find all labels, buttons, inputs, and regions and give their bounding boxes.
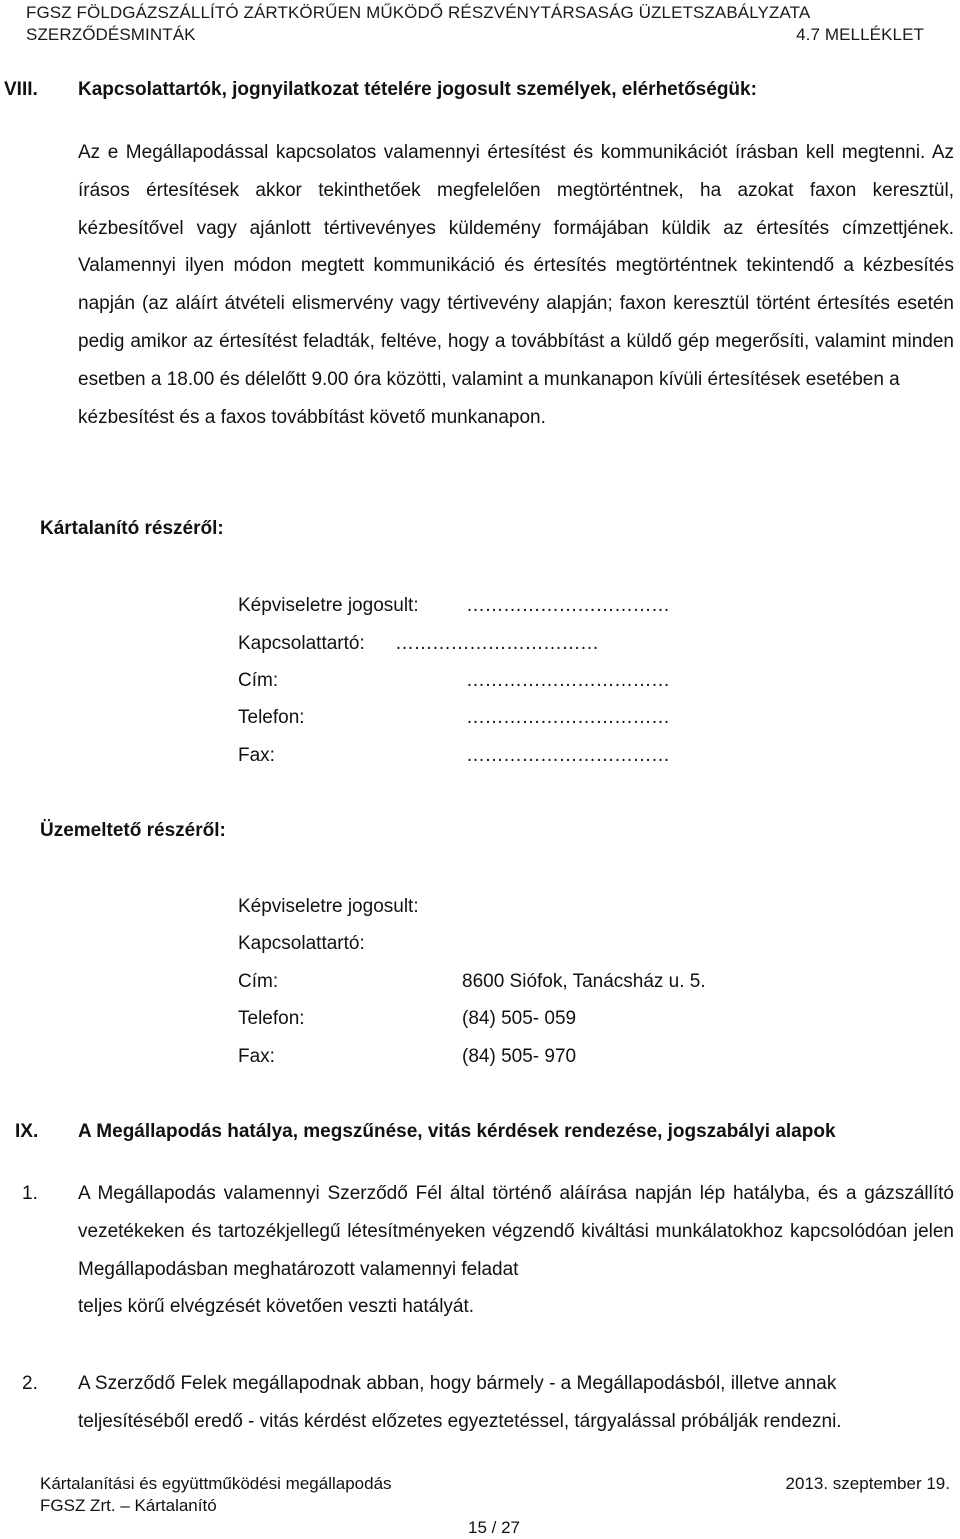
kartalanito-fax-label: Fax: [238,745,275,766]
footer-doc-title: Kártalanítási és együttműködési megállapodás [40,1474,392,1493]
item-2-number: 2. [22,1373,38,1394]
item-1-body: A Megállapodás valamennyi Szerződő Fél által történő aláírása napján lép hatályba, és a gázszállító vezetékeken és tartozékjellegű létesítményeken végzendő kiváltási munkálatokhoz kapcsolódóan jelen Megállapodásban meghatározott valamennyi feladat [78,1183,954,1280]
item-2-text [78,1365,954,1441]
item-1-text [78,1175,954,1326]
section-viii-paragraph [78,134,954,436]
uzemelteto-phone-label: Telefon: [238,1008,305,1029]
kartalanito-contact-value: …………………………… [395,633,599,654]
section-viii-paragraph-body: Az e Megállapodással kapcsolatos valamennyi értesítést és kommunikációt írásban kell megtenni. Az írásos értesítések akkor tekinthetőek megfelelően megtörténtnek, ha azokat faxon keresztül, kézbesítővel vagy ajánlott tértivevényes küldemény formájában küldik az értesítés címzettjének. Valamennyi ilyen módon megtett kommunikáció és értesítés megtörténtnek tekintendő a kézbesítés napján (az aláírt átvételi elismervény vagy tértivevény alapján; faxon keresztül történt értesítés esetén pedig amikor az értesítést feladták, feltéve, hogy a továbbítást a küldő gép megerősíti, valamint minden esetben a 18.00 és délelőtt 9.00 óra közötti, valamint a munkanapon kívüli értesítések esetében a [78,142,954,390]
item-1-number: 1. [22,1183,38,1204]
uzemelteto-fax-value: (84) 505- 970 [462,1046,577,1067]
kartalanito-address-label: Cím: [238,670,279,691]
uzemelteto-heading: Üzemeltető részéről: [40,820,226,841]
header-company-title: FGSZ FÖLDGÁZSZÁLLÍTÓ ZÁRTKÖRŰEN MŰKÖDŐ RÉSZVÉNYTÁRSASÁG ÜZLETSZABÁLYZATA [26,3,811,22]
footer-party: FGSZ Zrt. – Kártalanító [40,1496,217,1515]
section-viii-paragraph-last-line: kézbesítést és a faxos továbbítást követő munkanapon. [78,406,546,428]
item-2-body: A Szerződő Felek megállapodnak abban, hogy bármely - a Megállapodásból, illetve annak [78,1373,837,1394]
kartalanito-address-value: …………………………… [466,670,670,691]
kartalanito-contact-label: Kapcsolattartó: [238,633,365,654]
uzemelteto-fax-label: Fax: [238,1046,275,1067]
footer-date: 2013. szeptember 19. [785,1474,950,1493]
uzemelteto-contact-label: Kapcsolattartó: [238,933,365,954]
header-section-label: SZERZŐDÉSMINTÁK [26,25,196,44]
header-annex-label: 4.7 MELLÉKLET [796,25,924,44]
kartalanito-rep-value: …………………………… [466,595,670,616]
kartalanito-heading: Kártalanító részéről: [40,518,224,539]
footer-page-number: 15 / 27 [468,1518,520,1537]
uzemelteto-phone-value: (84) 505- 059 [462,1008,577,1029]
section-viii-number: VIII. [4,79,38,100]
section-viii-title: Kapcsolattartók, jognyilatkozat tételére jogosult személyek, elérhetőségük: [78,79,757,100]
item-2-last-line: teljesítéséből eredő - vitás kérdést előzetes egyeztetéssel, tárgyalással próbálják rendezni. [78,1410,842,1432]
kartalanito-fax-value: …………………………… [466,745,670,766]
item-1-last-line: teljes körű elvégzését követően veszti hatályát. [78,1296,475,1318]
uzemelteto-address-label: Cím: [238,971,279,992]
uzemelteto-rep-label: Képviseletre jogosult: [238,896,419,917]
kartalanito-rep-label: Képviseletre jogosult: [238,595,419,616]
section-ix-number: IX. [15,1121,39,1142]
kartalanito-phone-label: Telefon: [238,707,305,728]
uzemelteto-address-value: 8600 Siófok, Tanácsház u. 5. [462,971,706,992]
section-ix-title: A Megállapodás hatálya, megszűnése, vitás kérdések rendezése, jogszabályi alapok [78,1121,836,1142]
kartalanito-phone-value: …………………………… [466,707,670,728]
